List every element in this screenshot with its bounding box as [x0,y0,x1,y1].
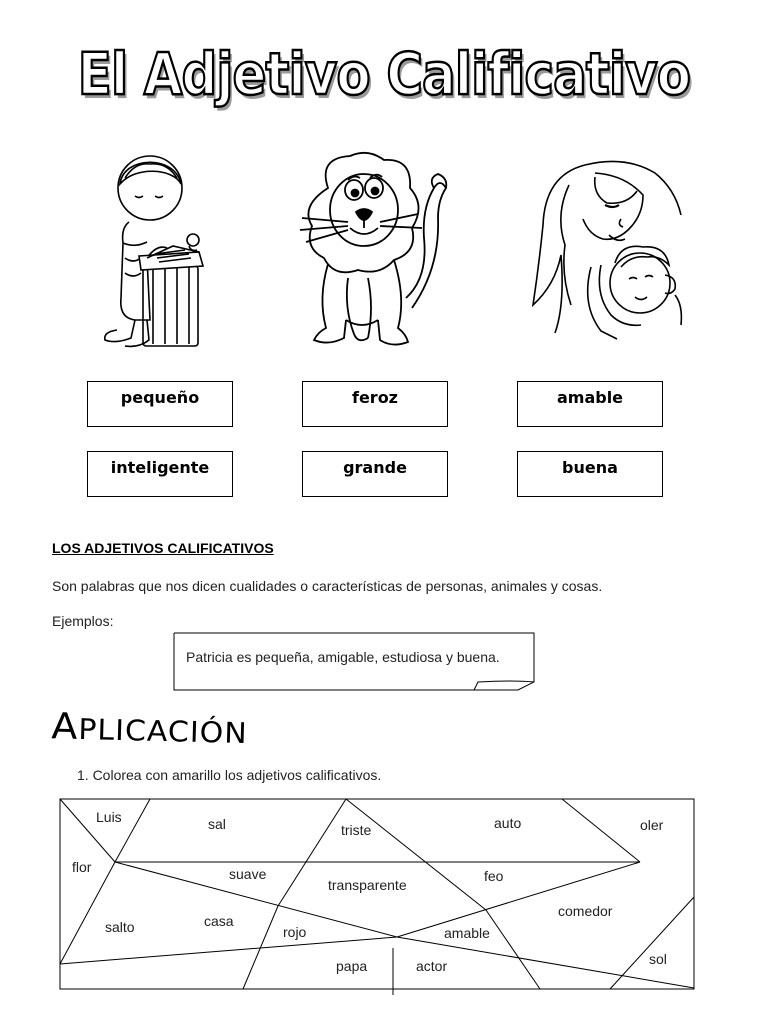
section-title: LOS ADJETIVOS CALIFICATIVOS [52,540,274,556]
instruction-text: 1. Colorea con amarillo los adjetivos calificativos. [77,767,382,783]
grid-word-casa[interactable]: casa [204,913,234,929]
grid-word-feo[interactable]: feo [484,868,504,884]
examples-label: Ejemplos: [52,613,114,629]
definition-text: Son palabras que nos dicen cualidades o características de personas, animales y cosas. [52,578,603,594]
grid-word-luis[interactable]: Luis [96,809,122,825]
adjective-box-inteligente: inteligente [87,451,233,497]
page-title: El Adjetivo Calificativo [77,40,691,108]
grid-word-papa[interactable]: papa [336,958,368,974]
grid-word-rojo[interactable]: rojo [283,924,307,940]
grid-word-amable[interactable]: amable [444,925,490,941]
adjective-box-grande: grande [302,451,448,497]
grid-word-oler[interactable]: oler [640,817,664,833]
grid-word-sol[interactable]: sol [649,951,667,967]
adjective-box-pequeno: pequeño [87,381,233,427]
example-sentence: Patricia es pequeña, amigable, estudiosa y buena. [186,649,500,665]
grid-word-sal[interactable]: sal [208,816,226,832]
aplicacion-initial: A [50,705,79,748]
grid-word-auto[interactable]: auto [494,815,522,831]
grid-word-flor[interactable]: flor [72,859,92,875]
grid-word-triste[interactable]: triste [341,822,372,838]
grid-word-actor[interactable]: actor [416,958,448,974]
adjective-box-buena: buena [517,451,663,497]
grid-word-comedor[interactable]: comedor [558,903,613,919]
aplicacion-rest: PLICACIÓN [77,713,249,751]
adjective-box-amable: amable [517,381,663,427]
adjective-box-feroz: feroz [302,381,448,427]
grid-word-suave[interactable]: suave [229,866,267,882]
grid-word-transparente[interactable]: transparente [328,877,407,893]
grid-word-salto[interactable]: salto [105,919,135,935]
